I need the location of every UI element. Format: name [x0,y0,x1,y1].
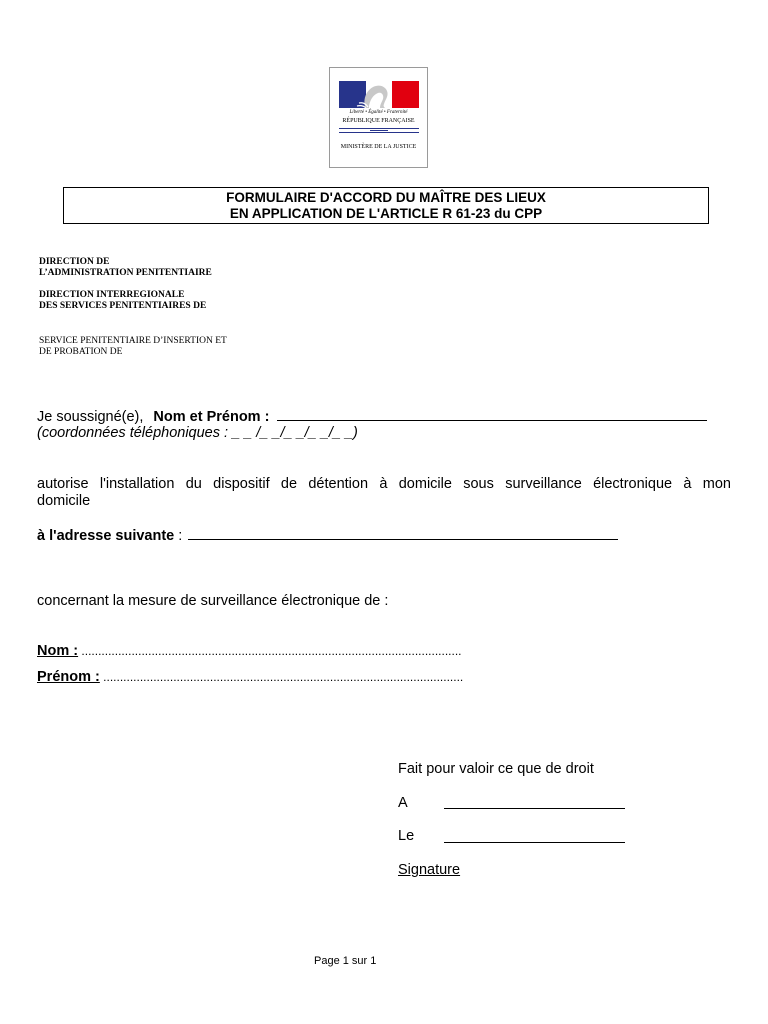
form-title [63,187,709,224]
logo-republic: RÉPUBLIQUE FRANÇAISE [342,118,415,124]
authorize-line1: autorise l'installation du dispositif de détention à domicile sous surveillance électronique à mon [37,476,731,492]
form-title-line1: FORMULAIRE D'ACCORD DU MAÎTRE DES LIEUX [226,190,546,205]
logo-ministry: MINISTÈRE DE LA JUSTICE [340,144,417,150]
direction-block [39,257,212,279]
nom-field[interactable]: .................................................................................................................. [78,644,462,658]
interregional-block [39,290,206,312]
name-label: Nom et Prénom : [153,409,270,425]
interreg-line2: DES SERVICES PENITENTIAIRES DE [39,301,207,311]
prenom-row [37,669,463,686]
signature-label: Signature [398,862,461,878]
address-field[interactable] [188,527,618,540]
concerning-text: concernant la mesure de surveillance électronique de : [37,593,389,609]
prenom-field[interactable]: ............................................................................................................ [99,670,464,684]
undersigned-row [37,408,737,426]
logo-motto: Liberté • Égalité • Fraternité [349,110,408,115]
nom-label: Nom : [37,643,79,659]
address-row [37,527,618,545]
le-field[interactable] [444,842,625,843]
form-title-line2: EN APPLICATION DE L'ARTICLE R 61-23 du CPP [229,206,543,221]
spip-block [39,336,227,358]
le-label: Le [398,828,415,844]
direction-line2: L’ADMINISTRATION PENITENTIAIRE [39,268,212,278]
address-colon: : [174,528,183,544]
prenom-label: Prénom : [37,669,100,685]
spip-line1: SERVICE PENITENTIAIRE D’INSERTION ET [39,336,227,346]
logo-divider [339,128,419,129]
marianne-flag-icon [339,81,419,108]
nom-row [37,643,462,660]
address-label: à l'adresse suivante [37,528,175,544]
authorize-line2: domicile [37,493,91,509]
ministry-logo [329,67,428,168]
a-field[interactable] [444,808,625,809]
logo-divider-bottom [339,132,419,133]
name-field[interactable] [277,408,707,421]
valoir-text: Fait pour valoir ce que de droit [398,761,594,777]
interreg-line1: DIRECTION INTERREGIONALE [39,290,185,300]
logo-divider-short [370,130,388,131]
spip-line2: DE PROBATION DE [39,347,123,357]
undersigned-prefix: Je soussigné(e), [37,409,144,425]
phone-line[interactable]: (coordonnées téléphoniques : _ _ /_ _/_ _/_ _/_ _) [37,425,358,441]
a-label: A [398,795,408,811]
direction-line1: DIRECTION DE [39,257,110,267]
page-number: Page 1 sur 1 [314,955,377,967]
